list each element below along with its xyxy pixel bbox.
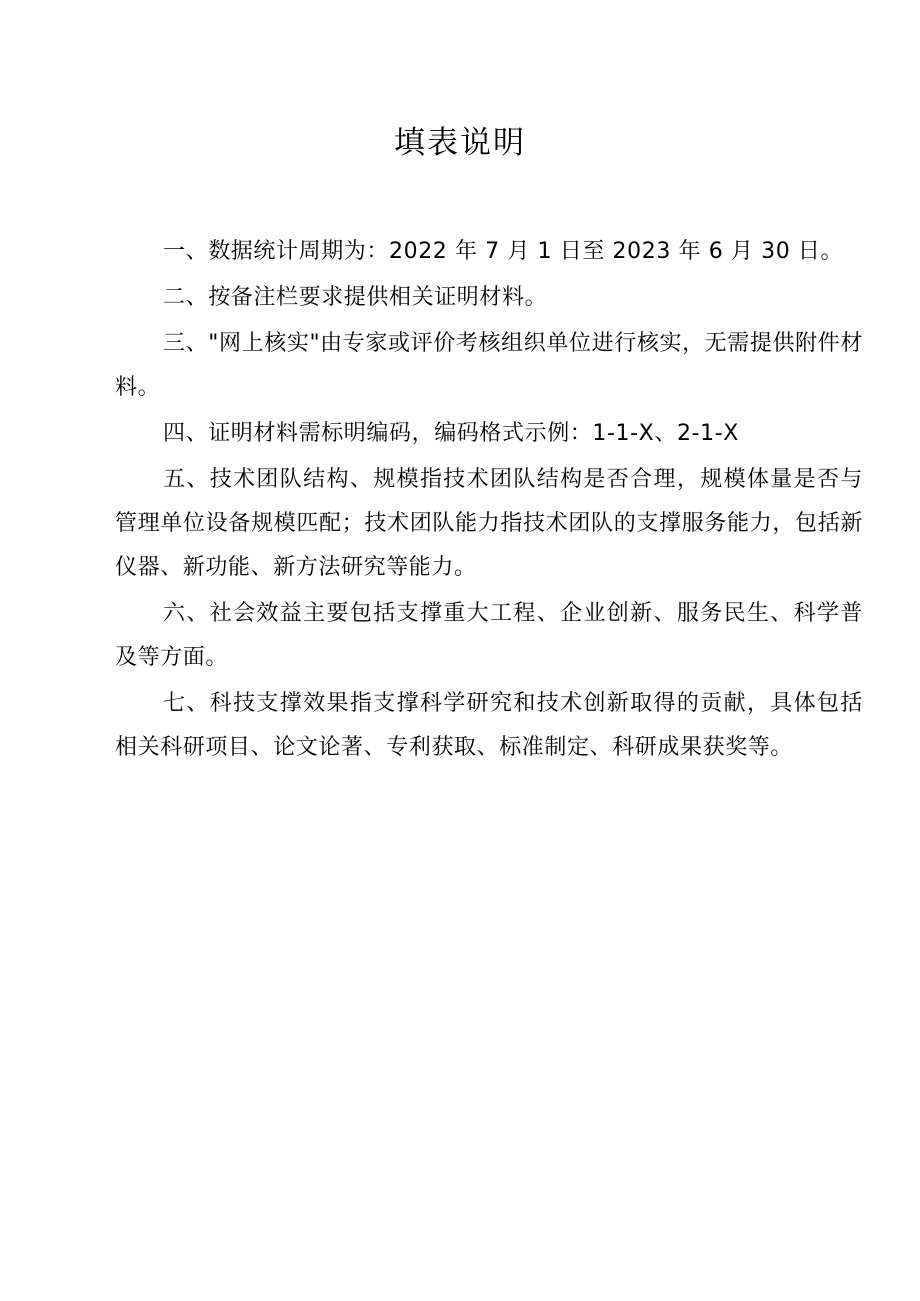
instruction-item-5: 五、技术团队结构、规模指技术团队结构是否合理，规模体量是否与管理单位设备规模匹配；技术团队能力指技术团队的支撑服务能力，包括新仪器、新功能、新方法研究等能力。 [115, 467, 863, 580]
instruction-item-1: 一、数据统计周期为：2022 年 7 月 1 日至 2023 年 6 月 30 日。 [163, 239, 844, 264]
instruction-item-4: 四、证明材料需标明编码，编码格式示例：1-1-X、2-1-X [163, 421, 739, 446]
instruction-item-2: 二、按备注栏要求提供相关证明材料。 [163, 285, 548, 310]
instruction-item-3: 三、"网上核实"由专家或评价考核组织单位进行核实，无需提供附件材料。 [115, 331, 863, 400]
instruction-item-7: 七、科技支撑效果指支撑科学研究和技术创新取得的贡献，具体包括相关科研项目、论文论著、专利获取、标准制定、科研成果获奖等。 [115, 691, 863, 760]
page-title: 填表说明 [394, 125, 526, 161]
instructions-body [115, 230, 863, 772]
instruction-item-6: 六、社会效益主要包括支撑重大工程、企业创新、服务民生、科学普及等方面。 [115, 601, 863, 670]
